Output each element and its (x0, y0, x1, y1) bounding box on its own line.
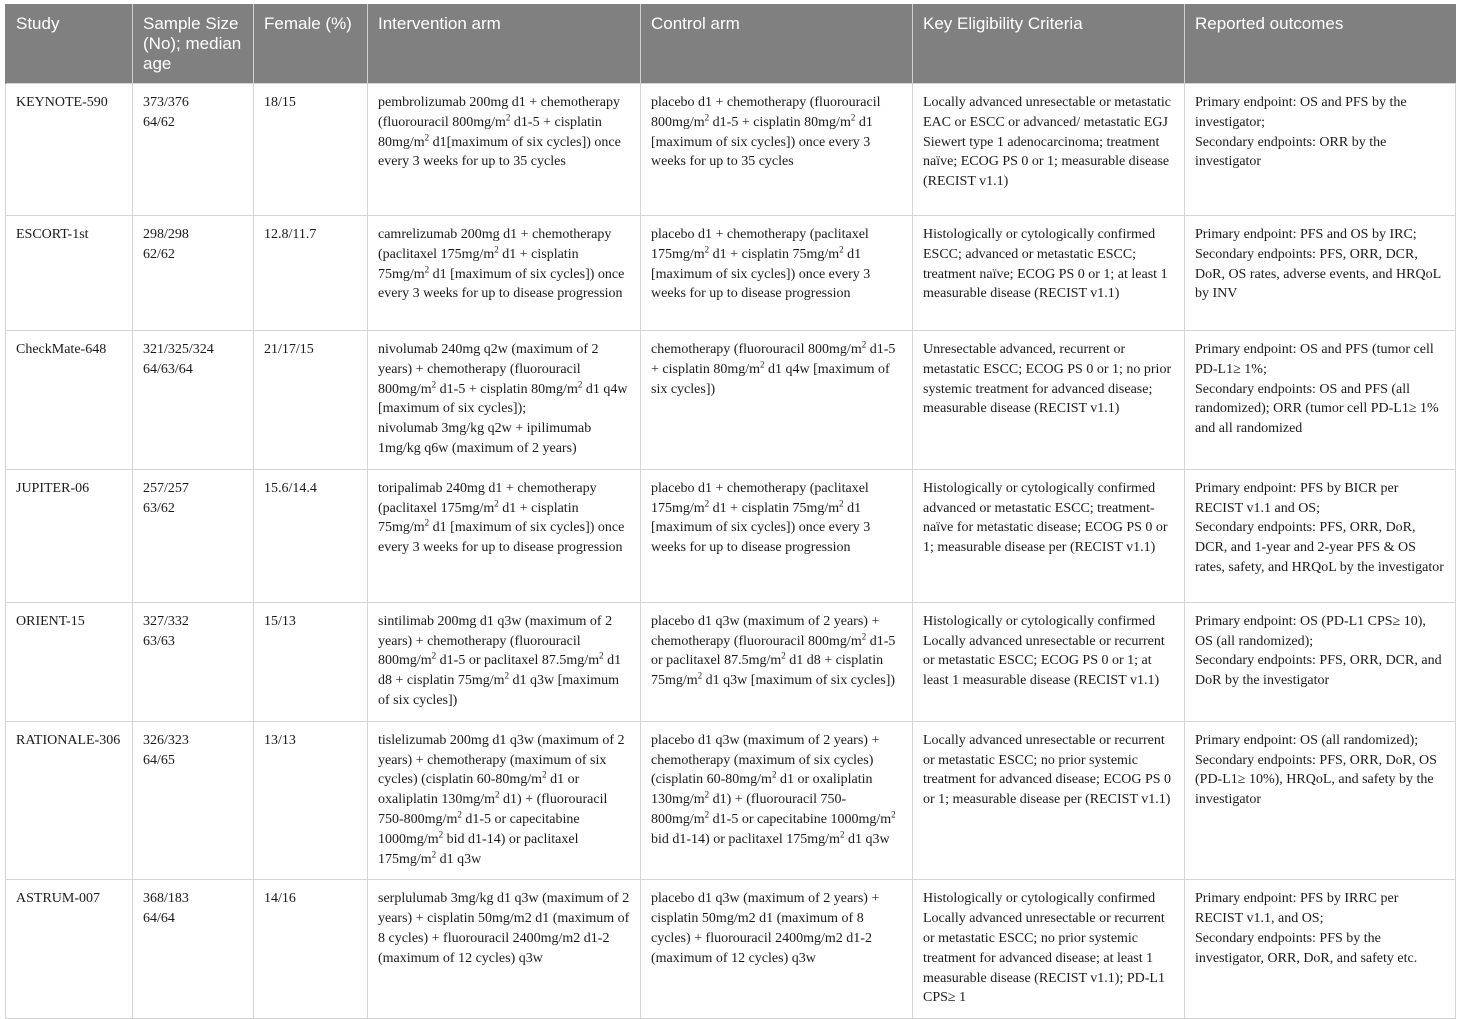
cell-study: ORIENT-15 (6, 602, 133, 721)
cell-sample-size: 368/183 64/64 (133, 880, 254, 1019)
cell-eligibility: Histologically or cytologically confirmed Locally advanced unresectable or recurrent or metastatic ESCC; no prior systemic treatment for advanced disease; at least 1 measurable disease (RECIST v1.1); PD-L1 CPS≥ 1 (913, 880, 1185, 1019)
table-header (6, 4, 1456, 84)
cell-outcomes: Primary endpoint: OS and PFS by the investigator; Secondary endpoints: ORR by the investigator (1185, 84, 1456, 216)
cell-sample-size: 373/376 64/62 (133, 84, 254, 216)
table-row (6, 721, 1456, 880)
cell-sample-size: 326/323 64/65 (133, 721, 254, 880)
cell-eligibility: Histologically or cytologically confirmed ESCC; advanced or metastatic ESCC; treatment naïve; ECOG PS 0 or 1; at least 1 measurable disease (RECIST v1.1) (913, 216, 1185, 331)
cell-outcomes: Primary endpoint: PFS by BICR per RECIST v1.1 and OS; Secondary endpoints: PFS, ORR, DoR, DCR, and 1-year and 2-year PFS & OS rates, safety, and HRQoL by the investigator (1185, 469, 1456, 602)
cell-study: ASTRUM-007 (6, 880, 133, 1019)
cell-control: placebo d1 q3w (maximum of 2 years) + cisplatin 50mg/m2 d1 (maximum of 8 cycles) + fluorouracil 2400mg/m2 d1-2 (maximum of 12 cycles) q3w (641, 880, 913, 1019)
cell-intervention: pembrolizumab 200mg d1 + chemotherapy (fluorouracil $800mg/m^2$ d1-5 + cisplatin $80mg/m^2$ d1[maximum of six cycles]) once every 3 weeks for up to 35 cycles (368, 84, 641, 216)
header-study: Study (6, 4, 133, 84)
cell-study: CheckMate-648 (6, 331, 133, 470)
header-outcomes: Reported outcomes (1185, 4, 1456, 84)
cell-female: 21/17/15 (254, 331, 368, 470)
cell-female: 13/13 (254, 721, 368, 880)
cell-intervention: nivolumab 240mg q2w (maximum of 2 years) + chemotherapy (fluorouracil $800mg/m^2$ d1-5 + cisplatin $80mg/m^2$ d1 q4w [maximum of six cycles]); nivolumab 3mg/kg q2w + ipilimumab 1mg/kg q6w (maximum of 2 years) (368, 331, 641, 470)
cell-eligibility: Locally advanced unresectable or metastatic EAC or ESCC or advanced/ metastatic EGJ Siewert type 1 adenocarcinoma; treatment naïve; ECOG PS 0 or 1; measurable disease (RECIST v1.1) (913, 84, 1185, 216)
cell-intervention: tislelizumab 200mg d1 q3w (maximum of 2 years) + chemotherapy (maximum of six cycles) (cisplatin $60-80mg/m^2$ d1 or oxaliplatin $130mg/m^2$ d1) + (fluorouracil $750-800mg/m^2$ d1-5 or capecitabine $1000mg/m^2$ bid d1-14) or paclitaxel $175mg/m^2$ d1 q3w (368, 721, 641, 880)
header-sample-size: Sample Size (No); median age (133, 4, 254, 84)
cell-eligibility: Histologically or cytologically confirmed Locally advanced unresectable or recurrent or metastatic ESCC; ECOG PS 0 or 1; at least 1 measurable disease (RECIST v1.1) (913, 602, 1185, 721)
cell-intervention: sintilimab 200mg d1 q3w (maximum of 2 years) + chemotherapy (fluorouracil $800mg/m^2$ d1-5 or paclitaxel $87.5mg/m^2$ d1 d8 + cisplatin $75mg/m^2$ d1 q3w [maximum of six cycles]) (368, 602, 641, 721)
cell-female: 15/13 (254, 602, 368, 721)
cell-intervention: serplulumab 3mg/kg d1 q3w (maximum of 2 years) + cisplatin 50mg/m2 d1 (maximum of 8 cycles) + fluorouracil 2400mg/m2 d1-2 (maximum of 12 cycles) q3w (368, 880, 641, 1019)
cell-eligibility: Unresectable advanced, recurrent or metastatic ESCC; ECOG PS 0 or 1; no prior systemic treatment for advanced disease; measurable disease (RECIST v1.1) (913, 331, 1185, 470)
cell-female: 15.6/14.4 (254, 469, 368, 602)
table-row (6, 469, 1456, 602)
cell-sample-size: 327/332 63/63 (133, 602, 254, 721)
table-row (6, 331, 1456, 470)
cell-study: KEYNOTE-590 (6, 84, 133, 216)
cell-intervention: camrelizumab 200mg d1 + chemotherapy (paclitaxel $175mg/m^2$ d1 + cisplatin $75mg/m^2$ d1 [maximum of six cycles]) once every 3 weeks for up to disease progression (368, 216, 641, 331)
header-intervention-arm: Intervention arm (368, 4, 641, 84)
cell-eligibility: Locally advanced unresectable or recurrent or metastatic ESCC; no prior systemic treatment for advanced disease; ECOG PS 0 or 1; measurable disease per (RECIST v1.1) (913, 721, 1185, 880)
cell-outcomes: Primary endpoint: PFS and OS by IRC; Secondary endpoints: PFS, ORR, DCR, DoR, OS rates, adverse events, and HRQoL by INV (1185, 216, 1456, 331)
cell-control: placebo d1 q3w (maximum of 2 years) + chemotherapy (fluorouracil $800mg/m^2$ d1-5 or paclitaxel $87.5mg/m^2$ d1 d8 + cisplatin $75mg/m^2$ d1 q3w [maximum of six cycles]) (641, 602, 913, 721)
cell-control: placebo d1 + chemotherapy (paclitaxel $175mg/m^2$ d1 + cisplatin $75mg/m^2$ d1 [maximum of six cycles]) once every 3 weeks for up to disease progression (641, 216, 913, 331)
cell-sample-size: 298/298 62/62 (133, 216, 254, 331)
table-row (6, 216, 1456, 331)
cell-study: JUPITER-06 (6, 469, 133, 602)
cell-intervention: toripalimab 240mg d1 + chemotherapy (paclitaxel $175mg/m^2$ d1 + cisplatin $75mg/m^2$ d1 [maximum of six cycles]) once every 3 weeks for up to disease progression (368, 469, 641, 602)
table-row (6, 602, 1456, 721)
header-female: Female (%) (254, 4, 368, 84)
cell-study: RATIONALE-306 (6, 721, 133, 880)
cell-outcomes: Primary endpoint: OS (all randomized); Secondary endpoints: PFS, ORR, DoR, OS (PD-L1≥ 10%), HRQoL, and safety by the investigator (1185, 721, 1456, 880)
table-row (6, 84, 1456, 216)
cell-female: 18/15 (254, 84, 368, 216)
table-row (6, 880, 1456, 1019)
cell-female: 14/16 (254, 880, 368, 1019)
header-row (6, 4, 1456, 84)
cell-control: chemotherapy (fluorouracil $800mg/m^2$ d1-5 + cisplatin $80mg/m^2$ d1 q4w [maximum of six cycles]) (641, 331, 913, 470)
cell-outcomes: Primary endpoint: OS and PFS (tumor cell PD-L1≥ 1%; Secondary endpoints: OS and PFS (all randomized); ORR (tumor cell PD-L1≥ 1% and all randomized (1185, 331, 1456, 470)
trials-table (5, 4, 1456, 1019)
cell-outcomes: Primary endpoint: OS (PD-L1 CPS≥ 10), OS (all randomized); Secondary endpoints: PFS, ORR, DCR, and DoR by the investigator (1185, 602, 1456, 721)
cell-control: placebo d1 q3w (maximum of 2 years) + chemotherapy (maximum of six cycles) (cisplatin $60-80mg/m^2$ d1 or oxaliplatin $130mg/m^2$ d1) + (fluorouracil $750-800mg/m^2$ d1-5 or capecitabine $1000mg/m^2$ bid d1-14) or paclitaxel $175mg/m^2$ d1 q3w (641, 721, 913, 880)
cell-control: placebo d1 + chemotherapy (paclitaxel $175mg/m^2$ d1 + cisplatin $75mg/m^2$ d1 [maximum of six cycles]) once every 3 weeks for up to disease progression (641, 469, 913, 602)
cell-study: ESCORT-1st (6, 216, 133, 331)
header-control-arm: Control arm (641, 4, 913, 84)
cell-sample-size: 321/325/324 64/63/64 (133, 331, 254, 470)
cell-female: 12.8/11.7 (254, 216, 368, 331)
header-eligibility: Key Eligibility Criteria (913, 4, 1185, 84)
cell-outcomes: Primary endpoint: PFS by IRRC per RECIST v1.1, and OS; Secondary endpoints: PFS by the investigator, ORR, DoR, and safety etc. (1185, 880, 1456, 1019)
table-body (6, 84, 1456, 1019)
cell-control: placebo d1 + chemotherapy (fluorouracil $800mg/m^2$ d1-5 + cisplatin $80mg/m^2$ d1 [maximum of six cycles]) once every 3 weeks for up to 35 cycles (641, 84, 913, 216)
cell-eligibility: Histologically or cytologically confirmed advanced or metastatic ESCC; treatment-naïve for metastatic disease; ECOG PS 0 or 1; measurable disease per (RECIST v1.1) (913, 469, 1185, 602)
cell-sample-size: 257/257 63/62 (133, 469, 254, 602)
